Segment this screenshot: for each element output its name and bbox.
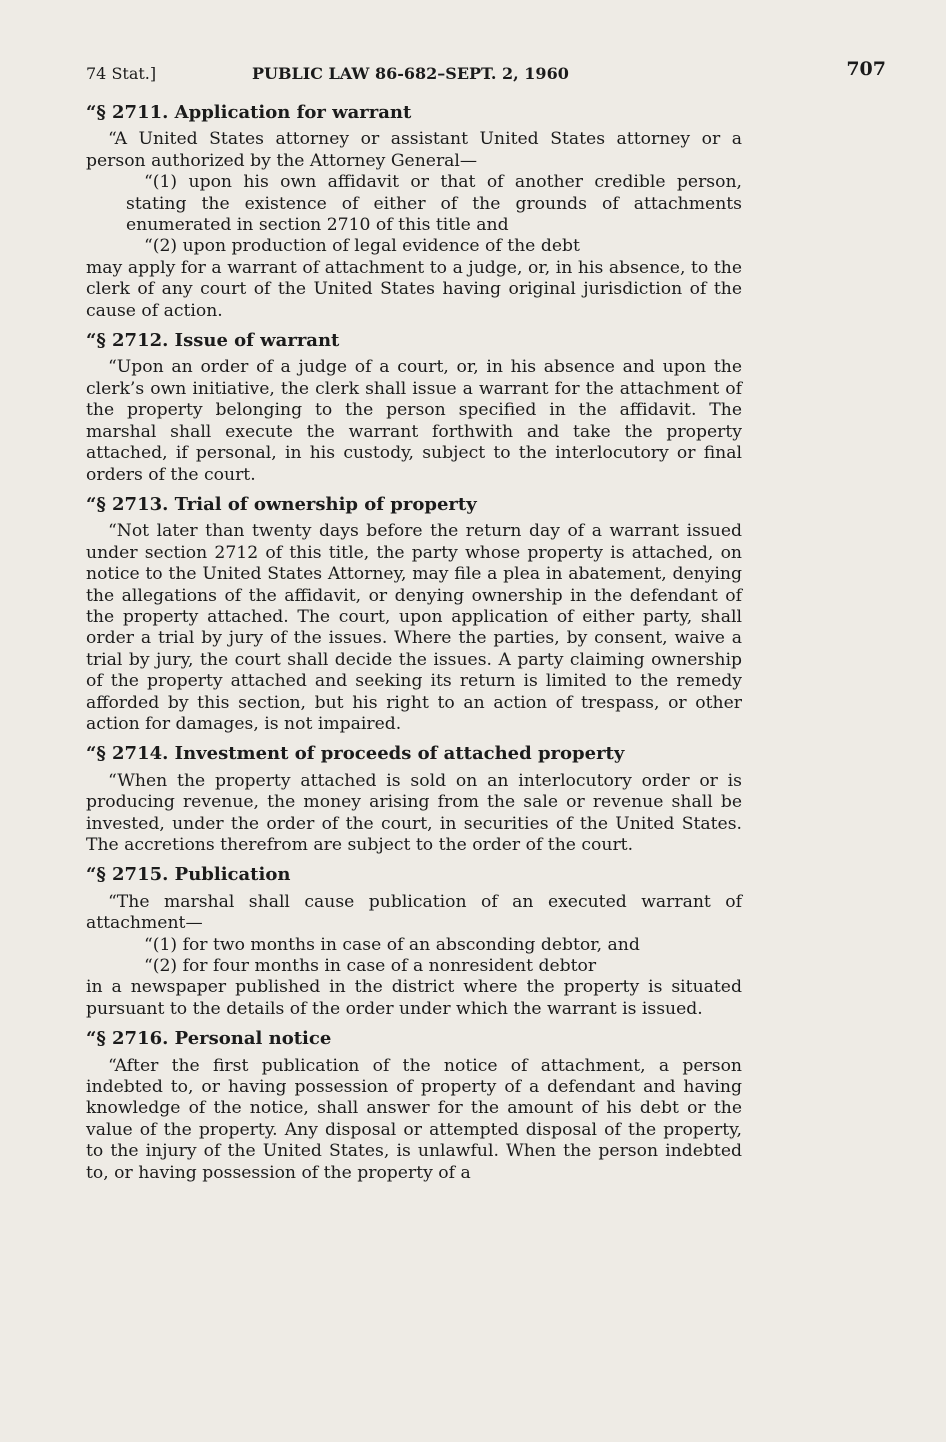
section-heading: “§ 2714. Investment of proceeds of attached property [86, 743, 625, 765]
paragraph: “Not later than twenty days before the return day of a warrant issued under section 2712 of this title, the party whose property is attached, on notice to the United States Attorney, may file a plea in abatement, denying the allegations of the affidavit, or denying ownership in the defendant of the property attached. The court, upon application of either party, shall order a trial by jury of the issues. Where the parties, by consent, waive a trial by jury, the court shall decide the issues. A party claiming ownership of the property attached and seeking its return is limited to the remedy afforded by this section, but his right to an action of trespass, or other action for damages, is not impaired. [86, 521, 742, 734]
section-heading: “§ 2716. Personal notice [86, 1028, 332, 1050]
paragraph: “After the first publication of the notice of attachment, a person indebted to, or having possession of property of a defendant and having knowledge of the notice, shall answer for the amount of his debt or the value of the property. Any disposal or attempted disposal of the property, to the injury of the United States, is unlawful. When the person indebted to, or having possession of the property of a [86, 1055, 742, 1183]
paragraph: “A United States attorney or assistant United States attorney or a person authorized by the Attorney General— [86, 129, 742, 171]
paragraph: “When the property attached is sold on an interlocutory order or is producing revenue, the money arising from the sale or revenue shall be invested, under the order of the court, in securities of the United States. The accretions therefrom are subject to the order of the court. [86, 770, 742, 855]
running-title: PUBLIC LAW 86-682–SEPT. 2, 1960 [252, 64, 569, 83]
section-heading: “§ 2713. Trial of ownership of property [86, 493, 477, 515]
section-2714 [86, 743, 742, 856]
section-2712 [86, 330, 742, 486]
section-heading: “§ 2715. Publication [86, 864, 291, 886]
paragraph: “Upon an order of a judge of a court, or, in his absence and upon the clerk’s own initiative, the clerk shall issue a warrant for the attachment of the property belonging to the person specified in the affidavit. The marshal shall execute the warrant forthwith and take the property attached, if personal, in his custody, subject to the interlocutory or final orders of the court. [86, 357, 742, 485]
section-heading: “§ 2712. Issue of warrant [86, 330, 340, 352]
section-2715 [86, 864, 742, 1020]
paragraph-continuation: may apply for a warrant of attachment to a judge, or, in his absence, to the clerk of any court of the United States having original jurisdiction of the cause of action. [86, 257, 742, 321]
list-item: “(1) for two months in case of an absconding debtor, and [144, 934, 640, 955]
statute-volume: 74 Stat.] [86, 64, 157, 83]
section-2716 [86, 1028, 742, 1184]
list-item: “(1) upon his own affidavit or that of another credible person, stating the existence of either of the grounds of attachments enumerated in section 2710 of this title and [126, 172, 742, 236]
list-item: “(2) for four months in case of a nonresident debtor [144, 956, 597, 977]
section-heading: “§ 2711. Application for warrant [86, 102, 412, 123]
list-item: “(2) upon production of legal evidence of the debt [144, 236, 580, 257]
page-header [86, 58, 886, 88]
paragraph: “The marshal shall cause publication of an executed warrant of attachment— [86, 891, 742, 934]
section-2711 [86, 102, 742, 322]
page-number: 707 [846, 58, 886, 80]
section-2713 [86, 494, 742, 735]
paragraph-continuation: in a newspaper published in the district where the property is situated pursuant to the details of the order under which the warrant is issued. [86, 977, 742, 1019]
page-body [86, 102, 742, 1192]
